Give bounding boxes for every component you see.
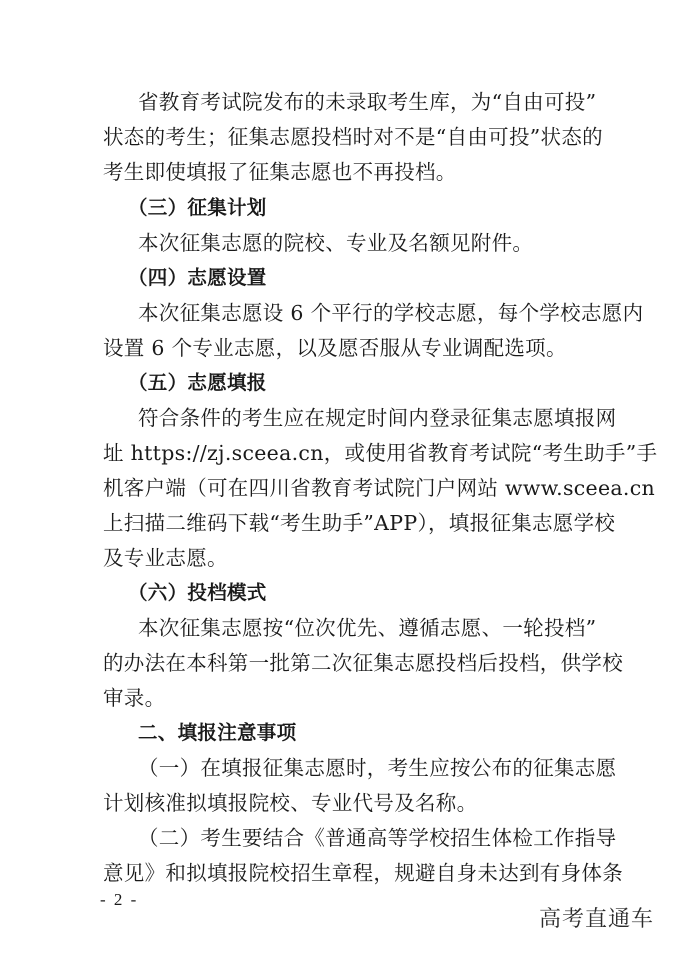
- body-line: 计划核准拟填报院校、专业代号及名称。: [103, 791, 478, 815]
- page-number: - 2 -: [100, 890, 139, 909]
- section-heading: （五）志愿填报: [128, 371, 267, 394]
- body-line: 状态的考生；征集志愿投档时对不是“自由可投”状态的: [103, 125, 603, 149]
- watermark-text: 高考直通车: [538, 907, 654, 932]
- body-line: 省教育考试院发布的未录取考生库，为“自由可投”: [138, 90, 597, 114]
- body-line: 本次征集志愿设 6 个平行的学校志愿，每个学校志愿内: [138, 301, 644, 325]
- section-heading: 二、填报注意事项: [138, 721, 297, 744]
- body-line: 上扫描二维码下载“考生助手”APP），填报征集志愿学校: [103, 511, 616, 535]
- section-heading: （六）投档模式: [128, 581, 267, 604]
- body-line: （一）在填报征集志愿时，考生应按公布的征集志愿: [138, 756, 617, 780]
- body-line: 机客户端（可在四川省教育考试院门户网站 www.sceea.cn: [103, 476, 656, 500]
- body-line: 及专业志愿。: [103, 546, 228, 570]
- body-line: （二）考生要结合《普通高等学校招生体检工作指导: [138, 826, 617, 850]
- body-line: 审录。: [103, 686, 166, 710]
- body-line: 本次征集志愿的院校、专业及名额见附件。: [138, 231, 534, 255]
- body-line: 考生即使填报了征集志愿也不再投档。: [103, 160, 457, 184]
- body-line: 的办法在本科第一批第二次征集志愿投档后投档，供学校: [103, 651, 623, 675]
- section-heading: （三）征集计划: [128, 196, 267, 219]
- body-line: 址 https://zj.sceea.cn，或使用省教育考试院“考生助手”手: [103, 441, 658, 465]
- section-heading: （四）志愿设置: [128, 266, 267, 289]
- body-line: 本次征集志愿按“位次优先、遵循志愿、一轮投档”: [138, 616, 597, 640]
- body-line: 符合条件的考生应在规定时间内登录征集志愿填报网: [138, 406, 617, 430]
- body-line: 意见》和拟填报院校招生章程，规避自身未达到有身体条: [103, 861, 623, 885]
- body-line: 设置 6 个专业志愿，以及愿否服从专业调配选项。: [103, 336, 567, 360]
